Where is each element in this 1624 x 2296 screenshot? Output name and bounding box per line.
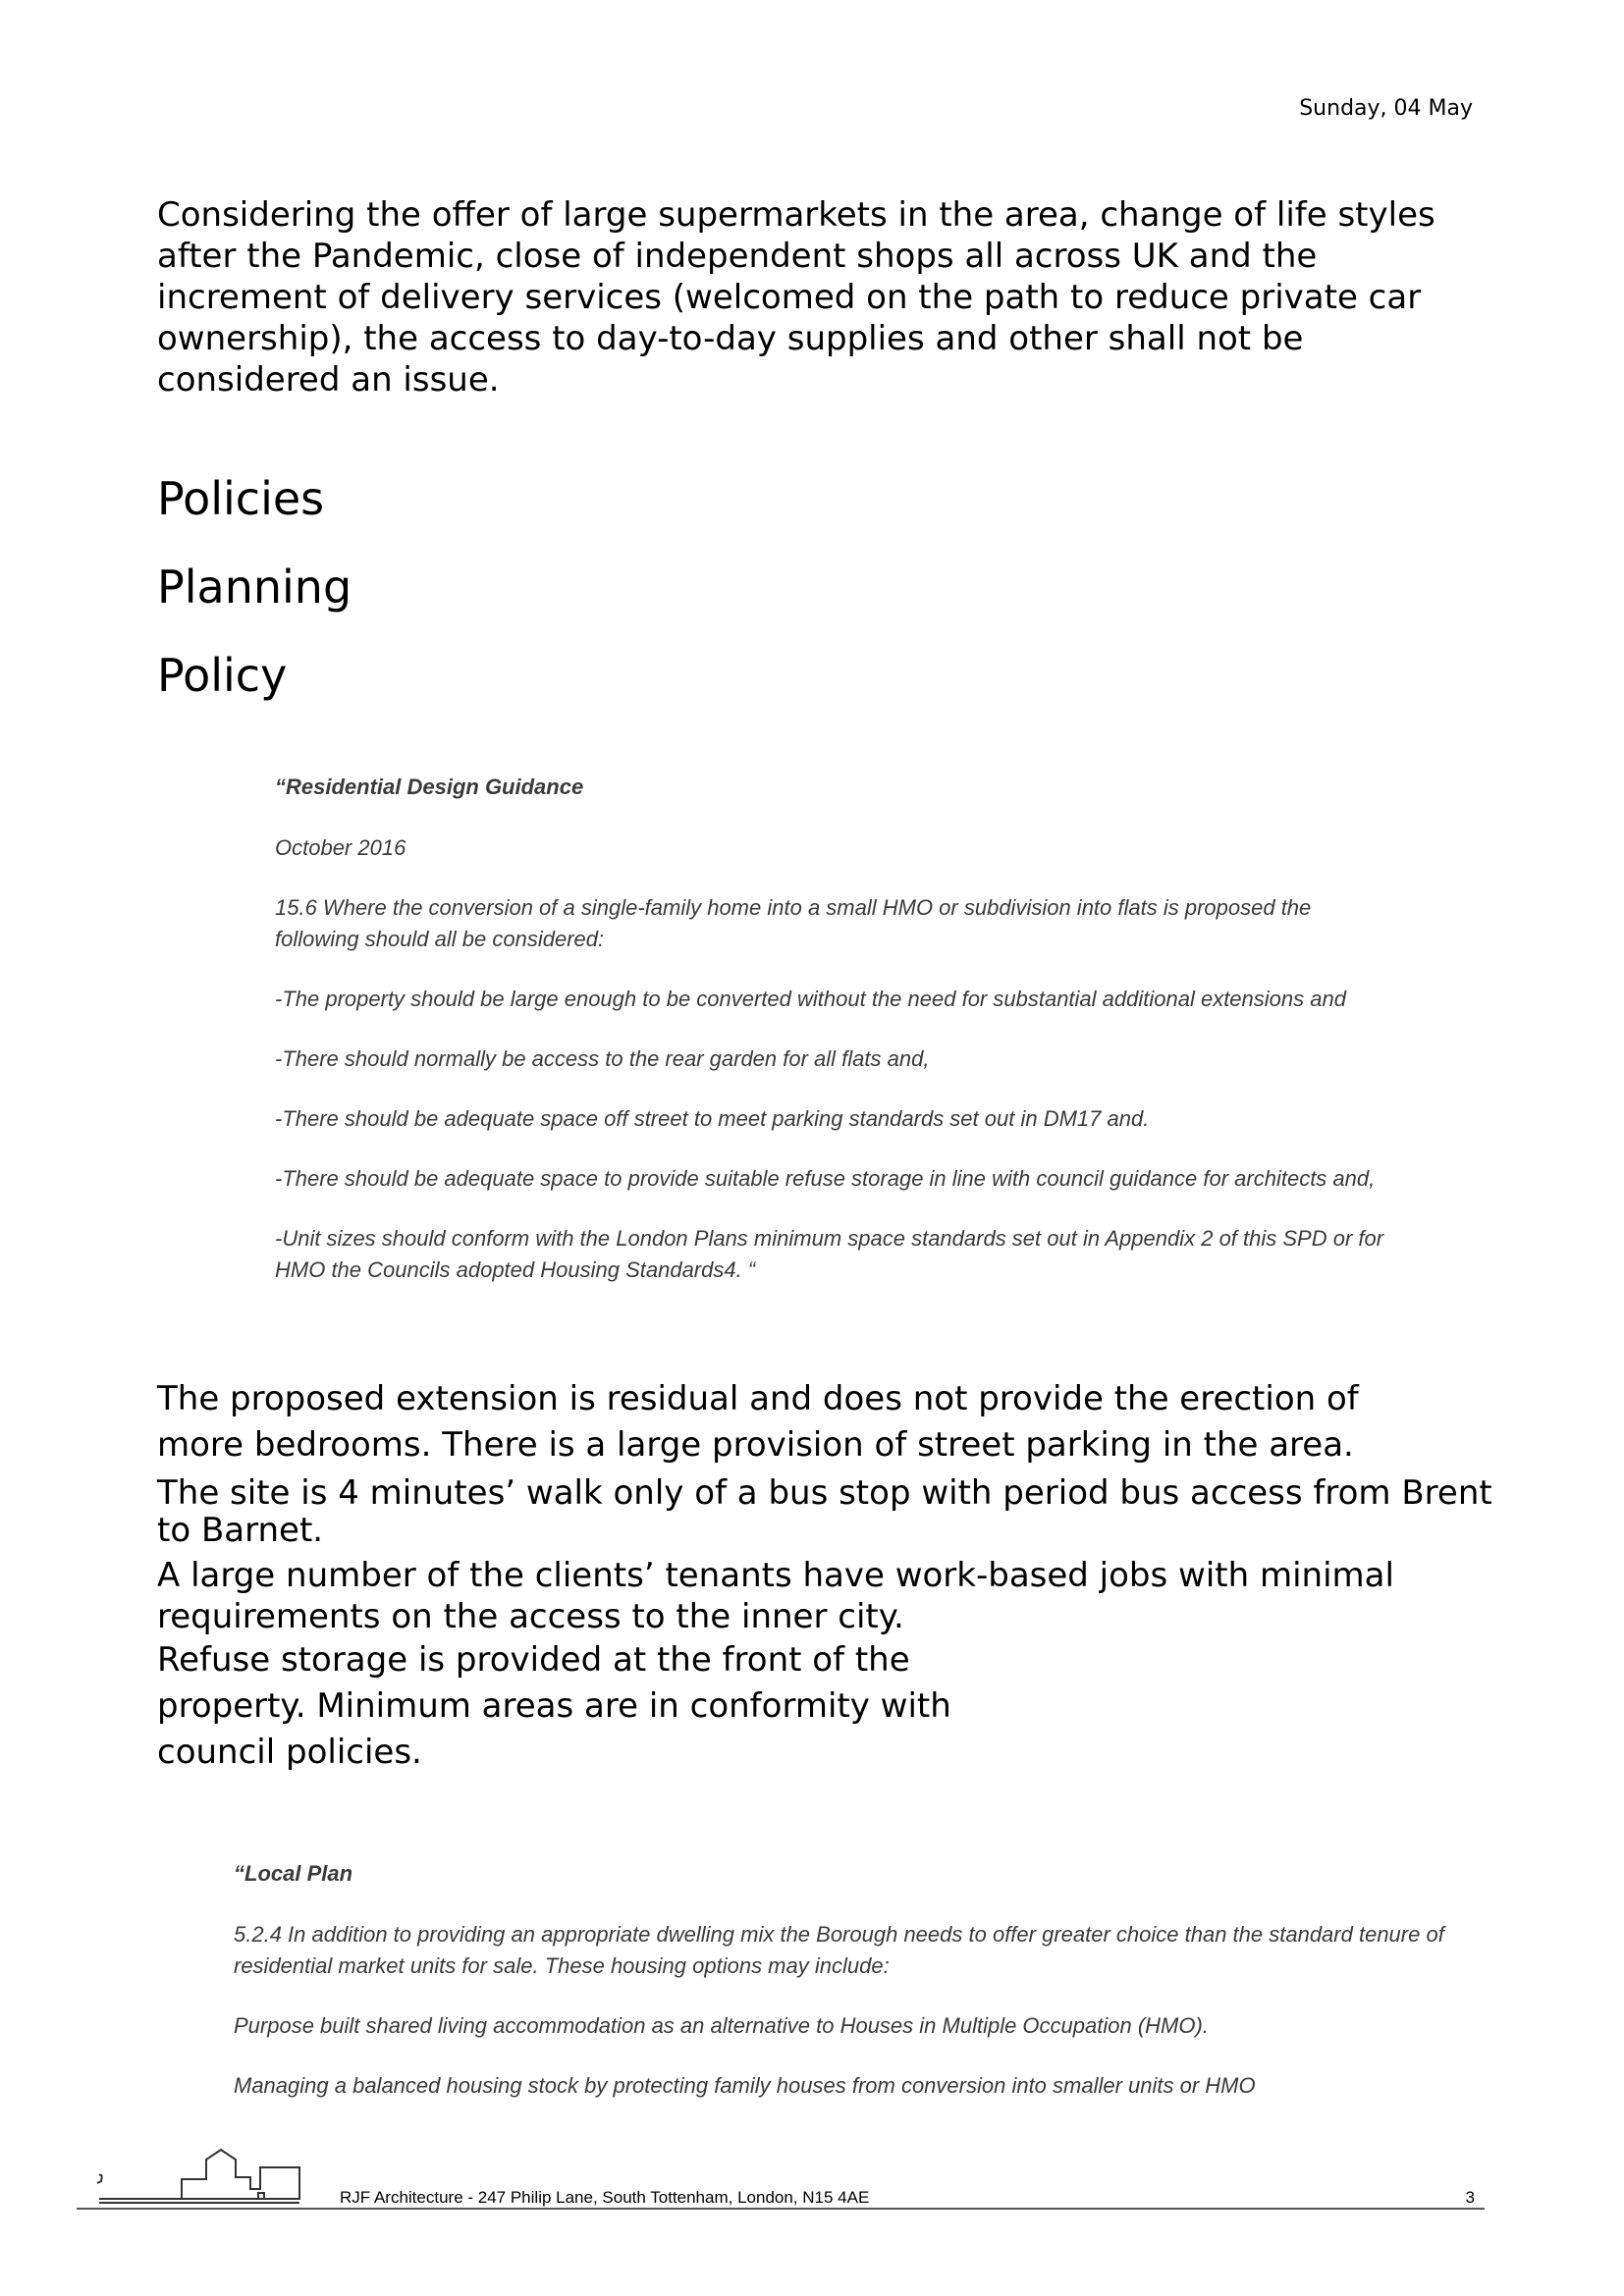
- response-line: more bedrooms. There is a large provision of street parking in the area.: [157, 1425, 1354, 1465]
- residential-design-guidance-quote: [275, 772, 1384, 1286]
- quote-paragraph: -There should be adequate space to provide suitable refuse storage in line with council guidance for architects and,: [275, 1166, 1376, 1191]
- footer-divider: [77, 2208, 1485, 2210]
- response-line: council policies.: [157, 1733, 422, 1772]
- quote-paragraph: 15.6 Where the conversion of a single-family home into a small HMO or subdivision into flats is proposed the following should all be considered:: [275, 895, 1312, 951]
- heading-policy: Policy: [157, 649, 288, 702]
- response-line: The proposed extension is residual and does not provide the erection of: [157, 1379, 1359, 1418]
- response-paragraphs: [157, 1376, 1492, 1776]
- header-date: Sunday, 04 May: [1299, 96, 1473, 121]
- quote-paragraph: -There should be adequate space off street to meet parking standards set out in DM17 and.: [275, 1106, 1150, 1131]
- quote-paragraph: -Unit sizes should conform with the London Plans minimum space standards set out in Appendix 2 of this SPD or for HMO the Councils adopted Housing Standards4. “: [275, 1226, 1384, 1282]
- quote-paragraph: -The property should be large enough to be converted without the need for substantial additional extensions and: [275, 987, 1346, 1011]
- quote-title: “Local Plan: [234, 1861, 353, 1886]
- response-line: A large number of the clients’ tenants have work-based jobs with minimal requirements on the access to the inner city.: [157, 1556, 1394, 1636]
- rjf-logo-icon: [93, 2148, 309, 2209]
- heading-policies: Policies: [157, 472, 325, 525]
- response-line: The site is 4 minutes’ walk only of a bus stop with period bus access from Brent to Barnet.: [157, 1473, 1492, 1550]
- quote-paragraph: -There should normally be access to the rear garden for all flats and,: [275, 1046, 930, 1071]
- quote-paragraph: Managing a balanced housing stock by protecting family houses from conversion into smaller units or HMO: [234, 2073, 1256, 2098]
- quote-paragraph: Purpose built shared living accommodation as an alternative to Houses in Multiple Occupation (HMO).: [234, 2013, 1209, 2038]
- footer-address: RJF Architecture - 247 Philip Lane, South Tottenham, London, N15 4AE: [340, 2188, 870, 2207]
- quote-date: October 2016: [275, 835, 406, 860]
- quote-title: “Residential Design Guidance: [275, 774, 584, 799]
- quote-paragraph: 5.2.4 In addition to providing an appropriate dwelling mix the Borough needs to offer greater choice than the standard tenure of residential market units for sale. These housing options may include:: [234, 1922, 1444, 1978]
- intro-paragraph: Considering the offer of large supermarkets in the area, change of life styles after the Pandemic, close of independent shops all across UK and the increment of delivery services (welcomed on the path to reduce private car ownership), the access to day-to-day supplies and other shall not be considered an issue.: [157, 195, 1435, 400]
- response-line: property. Minimum areas are in conformity with: [157, 1686, 951, 1726]
- page-number: 3: [1465, 2188, 1475, 2207]
- local-plan-quote: [234, 1858, 1461, 2102]
- response-line: Refuse storage is provided at the front of the: [157, 1640, 910, 1680]
- heading-planning: Planning: [157, 561, 352, 614]
